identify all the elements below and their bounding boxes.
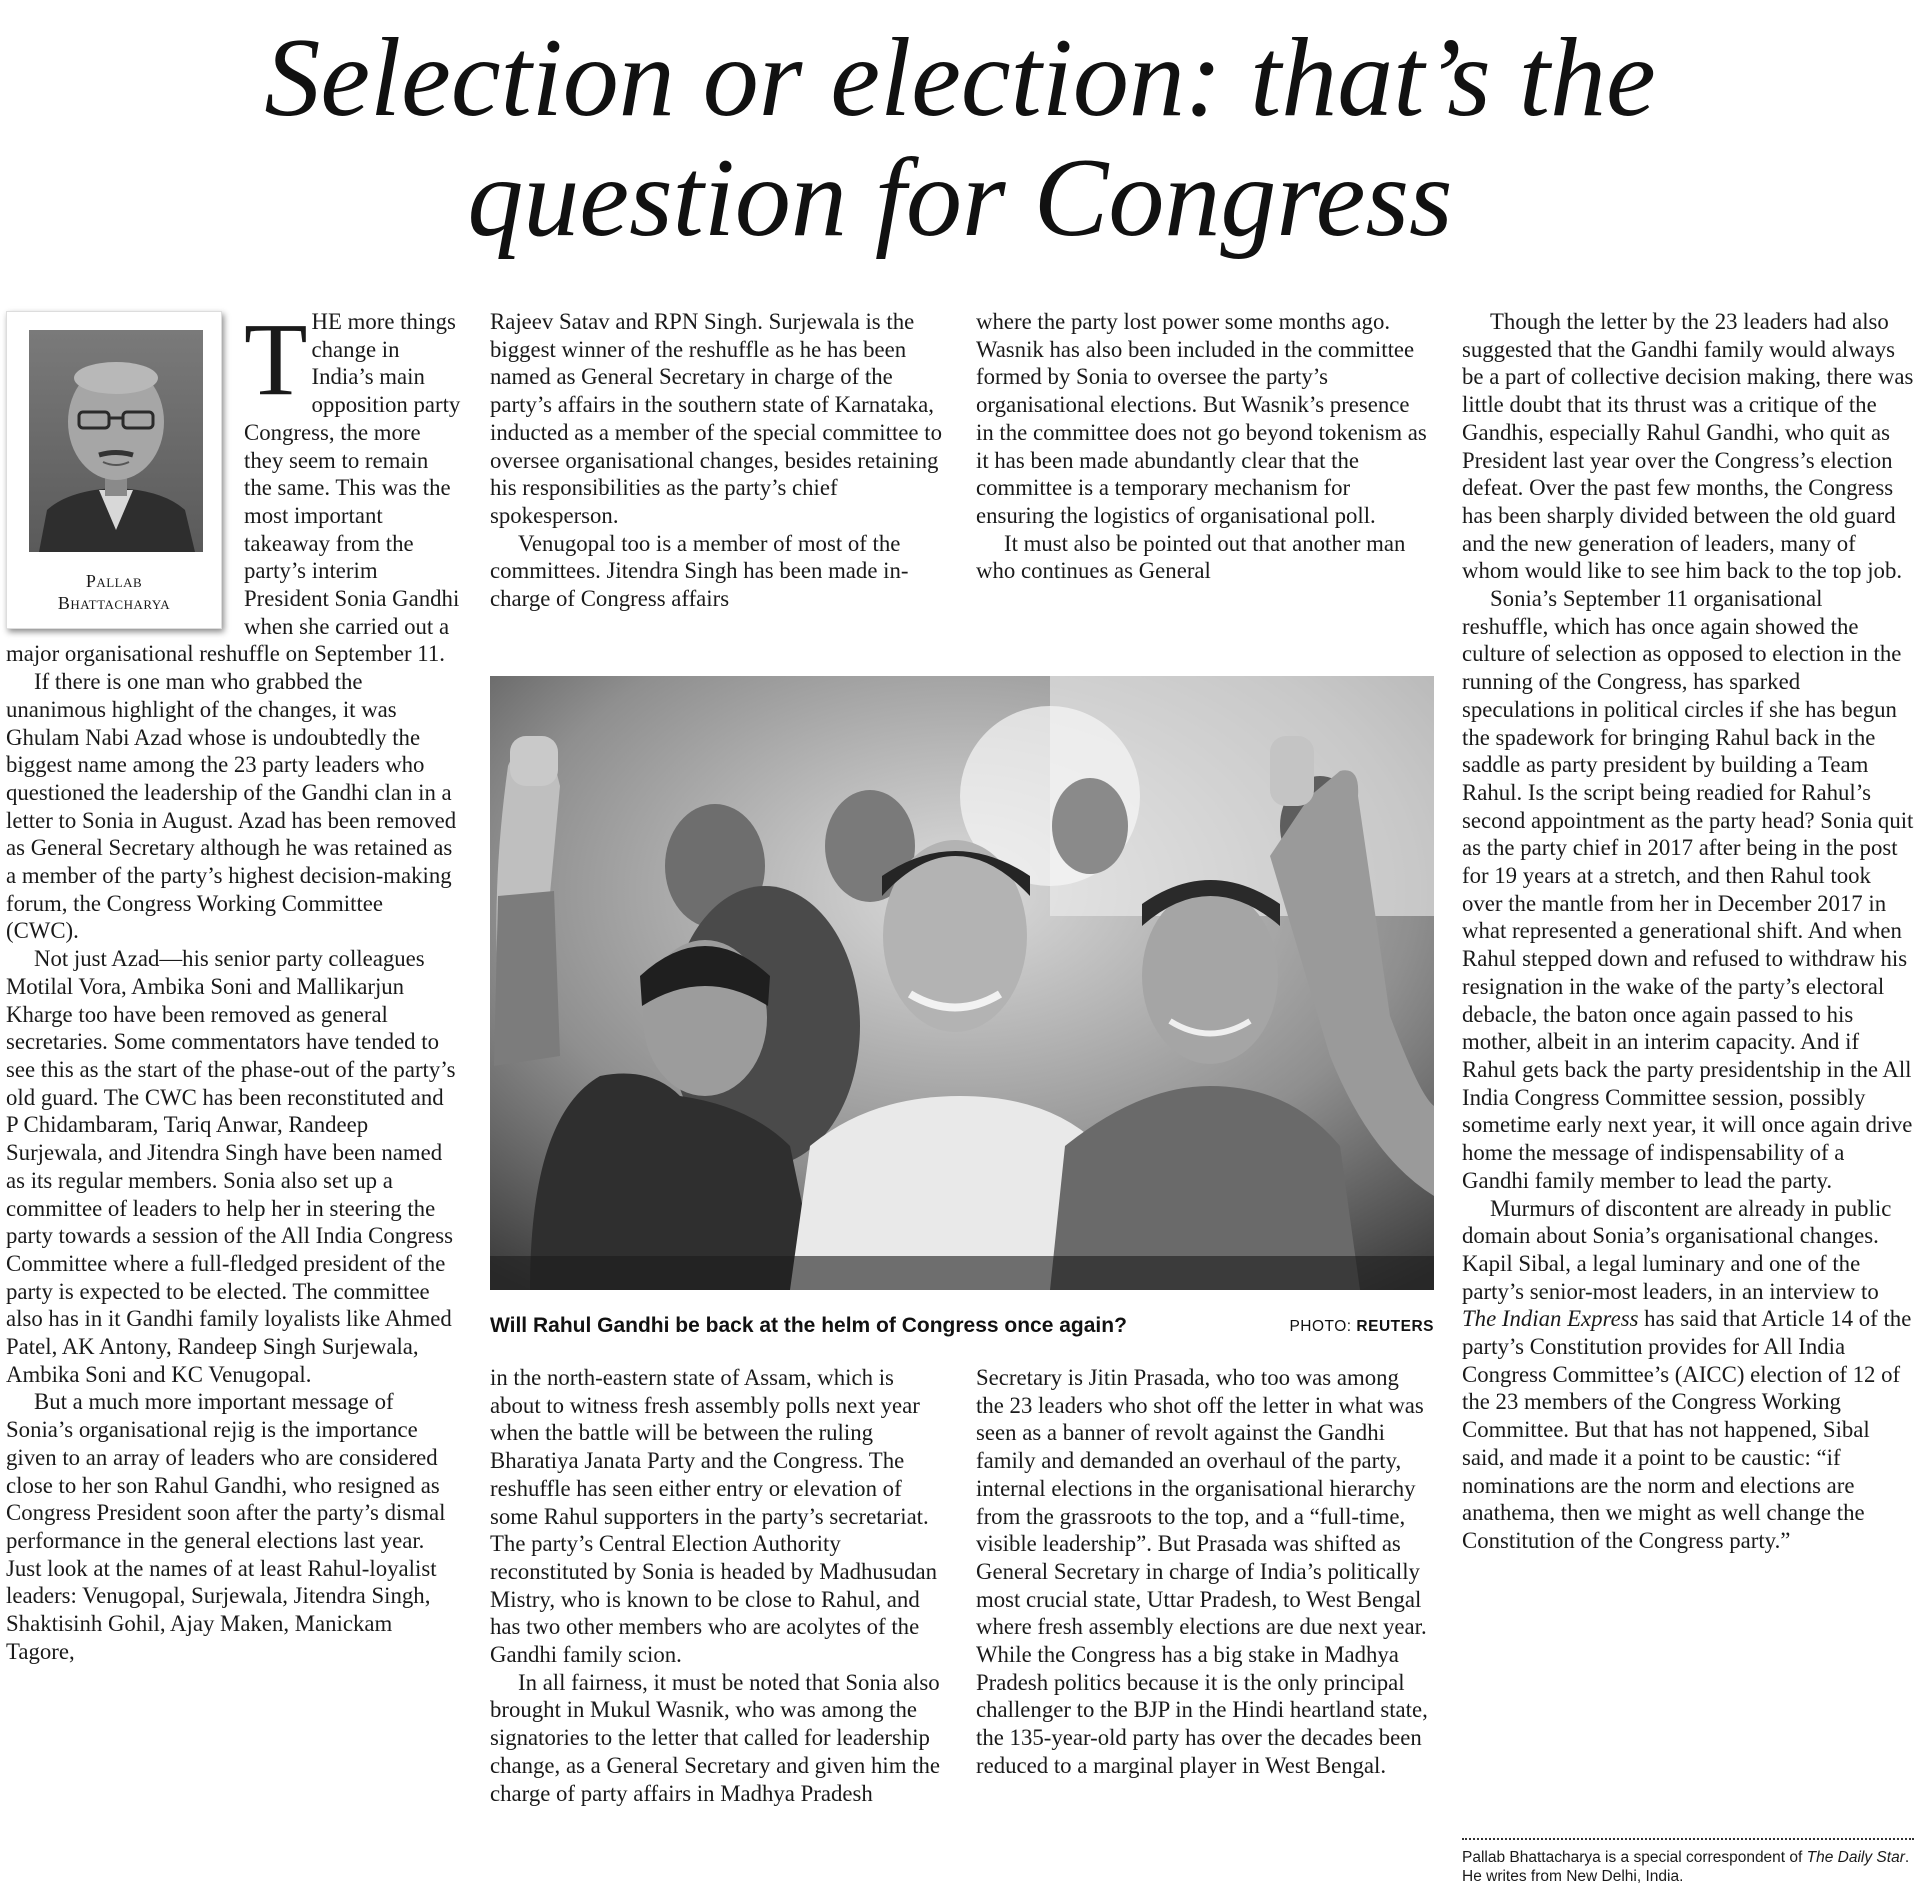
article-column-3-bottom bbox=[976, 1364, 1431, 1780]
article-column-1 bbox=[6, 302, 461, 1665]
byline-last-name: Bhattacharya bbox=[57, 593, 171, 613]
paragraph: Rajeev Satav and RPN Singh. Surjewala is the biggest winner of the reshuffle as he has been named as General Secretary in charge of the party’s affairs in the southern state of Karnataka, inducted as a member of the special committee to oversee organisational changes, besides retaining his responsibilities as the party’s chief spokesperson. bbox=[490, 309, 942, 528]
footnote-divider bbox=[1462, 1838, 1914, 1840]
paragraph: Venugopal too is a member of most of the committees. Jitendra Singh has been made in-charge of Congress affairs bbox=[490, 530, 909, 612]
footnote-publication: The Daily Star bbox=[1806, 1849, 1905, 1866]
author-footnote bbox=[1462, 1848, 1914, 1886]
article-column-2-bottom bbox=[490, 1364, 945, 1807]
headline bbox=[0, 18, 1920, 258]
byline-name bbox=[7, 570, 221, 614]
paragraph bbox=[1462, 1195, 1914, 1555]
credit-label: PHOTO: bbox=[1289, 1318, 1352, 1335]
footnote-text: Pallab Bhattacharya is a special correspondent of bbox=[1462, 1849, 1803, 1866]
publication-name: The Indian Express bbox=[1462, 1306, 1639, 1332]
article-column-3-top bbox=[976, 308, 1431, 585]
author-photo bbox=[29, 330, 203, 552]
drop-cap: T bbox=[244, 302, 308, 417]
byline-box bbox=[6, 311, 222, 629]
paragraph: in the north-eastern state of Assam, which is about to witness fresh assembly polls next year when the battle will be between the ruling Bharatiya Janata Party and the Congress. The reshuffle has seen either entry or elevation of some Rahul supporters in the party’s secretariat. The party’s Central Election Authority reconstituted by Sonia is headed by Madhusudan Mistry, who is known to be close to Rahul, and has two other members who are acolytes of the Gandhi family scion. bbox=[490, 1365, 937, 1668]
paragraph: But a much more important message of Sonia’s organisational rejig is the importance given to an array of leaders who are considered close to her son Rahul Gandhi, who resigned as Congress President soon after the party’s dismal performance in the general elections last year. Just look at the names of at least Rahul-loyalist leaders: Venugopal, Surjewala, Jitendra Singh, Shaktisinh Gohil, Ajay Maken, Manickam Tagore, bbox=[6, 1389, 446, 1664]
paragraph-text: HE more things change in India’s main opposition party Congress, the more they seem to remain the same. This was the most important takeaway from the party’s interim President Sonia Gandhi when she carried out a major organisational reshuffle on September 11. bbox=[6, 309, 461, 667]
paragraph: If there is one man who grabbed the unanimous highlight of the changes, it was Ghulam Nabi Azad whose is undoubtedly the biggest name among the 23 party leaders who questioned the leadership of the Gandhi clan in a letter to Sonia in August. Azad has been removed as General Secretary although he was retained as a member of the party’s highest decision-making forum, the Congress Working Committee (CWC). bbox=[6, 669, 457, 944]
paragraph-text: Murmurs of discontent are already in public domain about Sonia’s organisational changes. Kapil Sibal, a legal luminary and one of the party’s senior-most leaders, in an interview to bbox=[1462, 1195, 1892, 1304]
paragraph: Sonia’s September 11 organisational reshuffle, which has once again showed the culture of selection as opposed to election in the running of the Congress, has sparked speculations in political circles if she has begun the spadework for bringing Rahul back in the saddle as party president by building a Team Rahul. Is the script being readied for Rahul’s second appointment as the party head? Sonia quit as the party chief in 2017 after being in the post for 19 years at a stretch, and then Rahul took over the mantle from her in December 2017 in what represented a generational shift. And when Rahul stepped down and refused to withdraw his resignation in the wake of the party’s electoral debacle, the baton once again passed to his mother, albeit in an interim capacity. And if Rahul gets back the party presidentship in the All India Congress Committee session, possibly sometime early next year, it will once again drive home the message of indispensability of a Gandhi family member to lead the party. bbox=[1462, 586, 1914, 1193]
main-photo bbox=[490, 676, 1434, 1290]
paragraph: In all fairness, it must be noted that Sonia also brought in Mukul Wasnik, who was among the signatories to the letter that called for leadership change, as a General Secretary and given him the charge of party affairs in Madhya Pradesh bbox=[490, 1669, 941, 1806]
photo-caption bbox=[490, 1314, 1434, 1338]
byline-first-name: Pallab bbox=[85, 571, 143, 591]
paragraph: Not just Azad—his senior party colleagues Motilal Vora, Ambika Soni and Mallikarjun Kharge too have been removed as general secretaries. Some commentators have tended to see this as the start of the phase-out of the party’s old guard. The CWC has been reconstituted and P Chidambaram, Tariq Anwar, Randeep Surjewala, and Jitendra Singh have been named as its regular members. Sonia also set up a committee of leaders to help her in steering the party towards a session of the All India Congress Committee where a full-fledged president of the party is expected to be elected. The committee also has in it Gandhi family loyalists like Ahmed Patel, AK Antony, Randeep Singh Surjewala, Ambika Soni and KC Venugopal. bbox=[6, 946, 456, 1387]
credit-source: REUTERS bbox=[1356, 1318, 1434, 1335]
paragraph: Though the letter by the 23 leaders had also suggested that the Gandhi family would always be a part of collective decision making, there was little doubt that its thrust was a critique of the Gandhis, especially Rahul Gandhi, who quit as President last year over the Congress’s election defeat. Over the past few months, the Congress has been sharply divided between the old guard and the new generation of leaders, many of whom would like to see him back to the top job. bbox=[1462, 309, 1914, 584]
paragraph: Secretary is Jitin Prasada, who too was among the 23 leaders who shot off the letter in what was seen as a banner of revolt against the Gandhi family and demanded an overhaul of the party, internal elections in the organisational hierarchy from the grassroots to the top, and a “full-time, visible leadership”. But Prasada was shifted as General Secretary in charge of India’s politically most crucial state, Uttar Pradesh, to West Bengal where fresh assembly elections are due next year. While the Congress has a big stake in Madhya Pradesh politics because it is the only principal challenger to the BJP in the Hindi heartland state, the 135-year-old party has over the decades been reduced to a marginal player in West Bengal. bbox=[976, 1365, 1428, 1778]
paragraph: It must also be pointed out that another man who continues as General bbox=[976, 530, 1406, 584]
footnote-text: . He writes from New Delhi, India. bbox=[1462, 1849, 1910, 1885]
paragraph-text: has said that Article 14 of the party’s Constitution provides for All India Congress Committee’s (AICC) election of 12 of the 23 members of the Congress Working Committee. But that has not happened, Sibal said, and made it a point to be caustic: “if nominations are the norm and elections are anathema, then we might as well change the Constitution of the Congress party.” bbox=[1462, 1306, 1912, 1553]
caption-text: Will Rahul Gandhi be back at the helm of Congress once again? bbox=[490, 1314, 1127, 1337]
article-column-2-top bbox=[490, 308, 945, 613]
photo-credit bbox=[1289, 1318, 1434, 1336]
headline-line-1: Selection or election: that’s the bbox=[264, 16, 1656, 140]
headline-line-2: question for Congress bbox=[467, 136, 1453, 260]
article-column-4 bbox=[1462, 308, 1914, 1555]
paragraph: where the party lost power some months ago. Wasnik has also been included in the committee formed by Sonia to oversee the party’s organisational elections. But Wasnik’s presence in the committee does not go beyond tokenism as it has been made abundantly clear that the committee is a temporary mechanism for ensuring the logistics of organisational poll. bbox=[976, 309, 1427, 528]
